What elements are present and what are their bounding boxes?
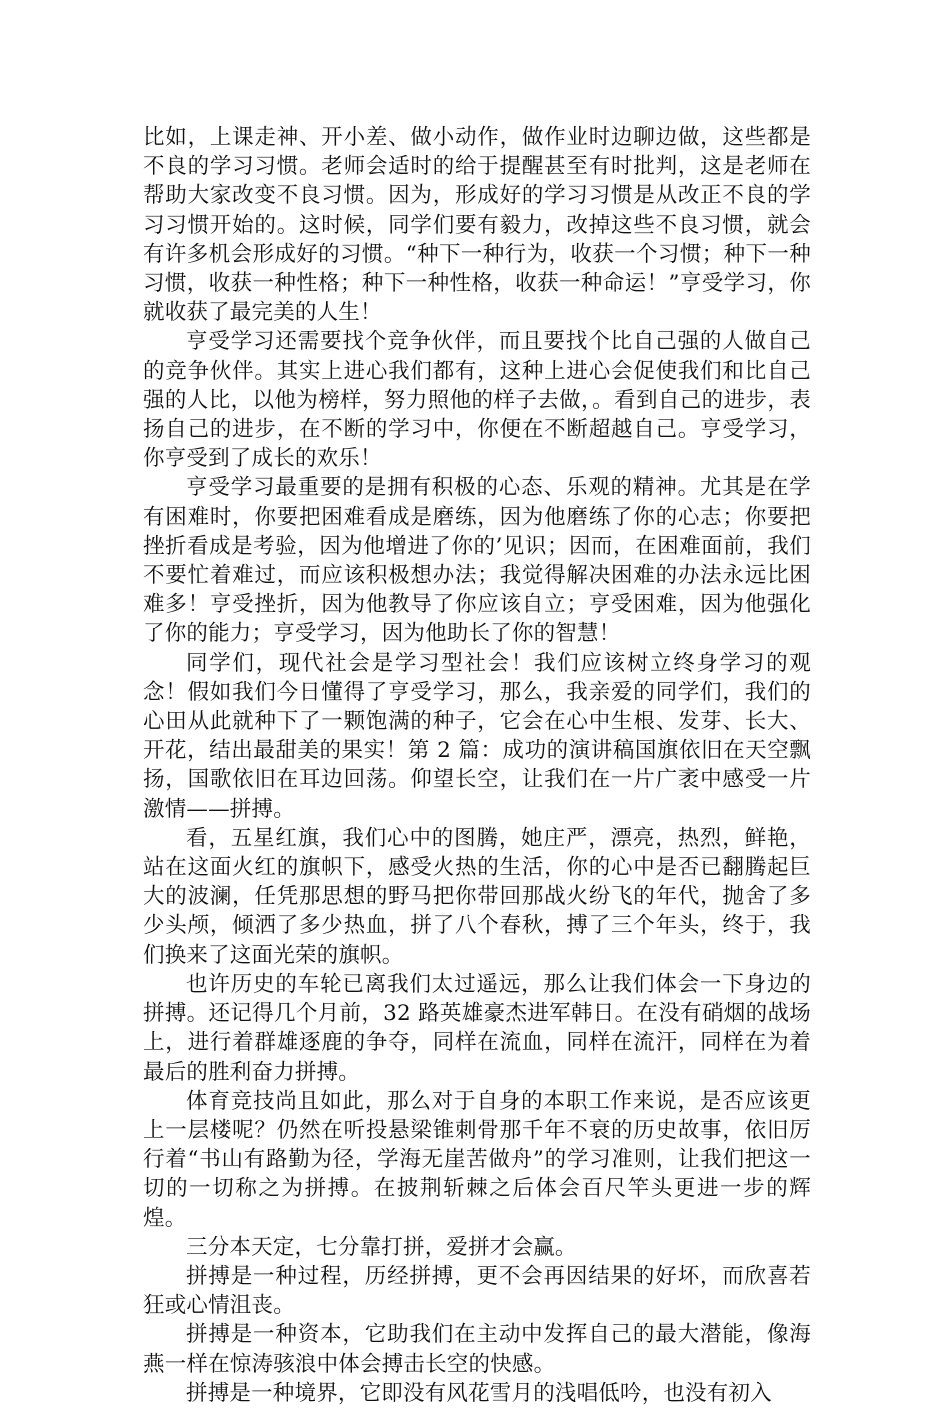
paragraph-7: 体育竞技尚且如此，那么对于自身的本职工作来说，是否应该更上一层楼呢？仍然在听投悬梁锥刺骨那千年不衰的历史故事，依旧厉行着“书山有路勤为径，学海无崖苦做舟”的学习准则，让我们把这一切的一切称之为拼搏。在披荆斩棘之后体会百尺竿头更进一步的辉煌。: [143, 1088, 811, 1231]
paragraph-11: 拼搏是一种境界，它即没有风花雪月的浅唱低吟，也没有初入: [186, 1380, 772, 1406]
paragraph-1: 比如，上课走神、开小差、做小动作，做作业时边聊边做，这些都是不良的学习习惯。老师会适时的给于提醒甚至有时批判，这是老师在帮助大家改变不良习惯。因为，形成好的学习习惯是从改正不良的学习习惯开始的。这时候，同学们要有毅力，改掉这些不良习惯，就会有许多机会形成好的习惯。“种下一种行为，收获一个习惯；种下一种习惯，收获一种性格；种下一种性格，收获一种命运！”亨受学习，你就收获了最完美的人生！: [143, 125, 811, 326]
paragraph-6: 也许历史的车轮已离我们太过遥远，那么让我们体会一下身边的拼搏。还记得几个月前，32 路英雄豪杰进军韩日。在没有硝烟的战场上，进行着群雄逐鹿的争夺，同样在流血，同样在流汗，同样在为着最后的胜利奋力拼搏。: [143, 971, 811, 1085]
document-body: [143, 123, 811, 1408]
paragraph-8: 三分本天定，七分靠打拼，爱拼才会赢。: [186, 1234, 577, 1260]
paragraph-3: 亨受学习最重要的是拥有积极的心态、乐观的精神。尤其是在学有困难时，你要把困难看成是磨练，因为他磨练了你的心志；你要把挫折看成是考验，因为他增进了你的’见识；因而，在困难面前，我们不要忙着难过，而应该积极想办法；我觉得解决困难的办法永远比困难多！亨受挫折，因为他教导了你应该自立；亨受困难，因为他强化了你的能力；亨受学习，因为他助长了你的智慧！: [143, 475, 811, 647]
paragraph-4: 同学们，现代社会是学习型社会！我们应该树立终身学习的观念！假如我们今日懂得了亨受学习，那么，我亲爱的同学们，我们的心田从此就种下了一颗饱满的种子，它会在心中生根、发芽、长大、开花，结出最甜美的果实！第 2 篇：成功的演讲稿国旗依旧在天空飘扬，国歌依旧在耳边回荡。仰望长空，让我们在一片广袤中感受一片激情——拼搏。: [143, 650, 811, 822]
paragraph-5: 看，五星红旗，我们心中的图腾，她庄严，漂亮，热烈，鲜艳，站在这面火红的旗帜下，感受火热的生活，你的心中是否已翻腾起巨大的波澜，任凭那思想的野马把你带回那战火纷飞的年代，抛舍了多少头颅，倾洒了多少热血，拼了八个春秋，搏了三个年头，终于，我们换来了这面光荣的旗帜。: [143, 825, 811, 968]
paragraph-2: 亨受学习还需要找个竞争伙伴，而且要找个比自己强的人做自己的竞争伙伴。其实上进心我们都有，这种上进心会促使我们和比自己强的人比，以他为榜样，努力照他的样子去做，。看到自己的进步，表扬自己的进步，在不断的学习中，你便在不断超越自己。亨受学习，你亨受到了成长的欢乐！: [143, 329, 811, 472]
paragraph-9: 拼搏是一种过程，历经拼搏，更不会再因结果的好坏，而欣喜若狂或心情沮丧。: [143, 1263, 811, 1319]
paragraph-10: 拼搏是一种资本，它助我们在主动中发挥自己的最大潜能，像海燕一样在惊涛骇浪中体会搏击长空的快感。: [143, 1322, 811, 1377]
